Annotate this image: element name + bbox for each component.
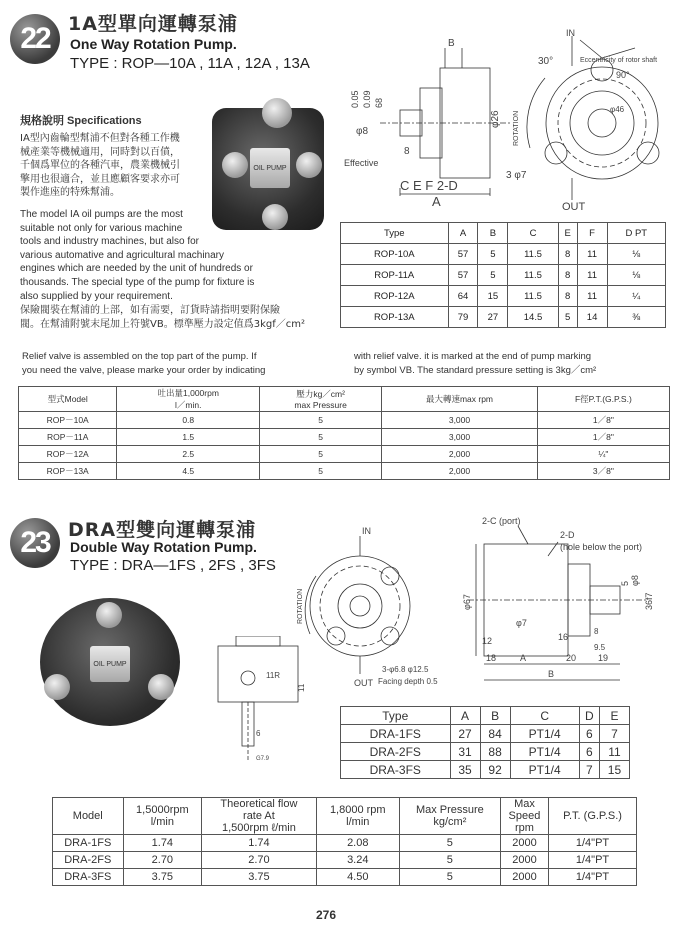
header-cell: B [478, 223, 508, 244]
text-line: 閥。在幫浦附號末尾加上符號VB。標準壓力設定值爲3kgf／cm² [20, 318, 305, 330]
bolt-pcd [558, 79, 646, 167]
table-cell: ⅜ [607, 307, 665, 328]
bolt-hole [545, 142, 567, 164]
section-23-type: TYPE : DRA—1FS , 2FS , 3FS [70, 557, 276, 574]
front-shaft [350, 596, 370, 616]
text-line: 擎用也很適合，並且應顧客要求亦可 [20, 173, 180, 185]
header-cell [53, 798, 124, 835]
pump-photo-23 [40, 598, 180, 726]
header-cell [202, 798, 317, 835]
table-cell: 2000 [500, 852, 548, 869]
front-outline [546, 67, 658, 179]
header-line: rpm [514, 822, 534, 834]
text-line: The model IA oil pumps are the most [20, 209, 183, 220]
table-cell: ¼" [537, 446, 669, 463]
table-cell: 1/4"PT [549, 869, 637, 886]
table-cell: 14.5 [508, 307, 558, 328]
table-cell: 15 [478, 286, 508, 307]
bolt [222, 152, 248, 178]
table-cell: 31 [450, 743, 480, 761]
header-cell: Type [341, 707, 451, 725]
relief-zh [20, 304, 340, 331]
drawing-23-section [448, 514, 670, 689]
text-line: thousands. The special type of the pump for fixture is [20, 276, 255, 288]
table-cell: 5 [558, 307, 577, 328]
label-95: 9.5 [594, 643, 606, 652]
table-cell: DRA-2FS [53, 852, 124, 869]
bolt [44, 674, 70, 700]
nameplate-text: OIL PUMP [253, 164, 287, 172]
table-cell: 84 [480, 725, 510, 743]
front-inner [338, 584, 382, 628]
header-line: Theoretical flow [220, 798, 298, 810]
table-cell: 5 [260, 412, 382, 429]
nameplate-text: OIL PUMP [93, 660, 127, 668]
table-cell: 57 [448, 265, 478, 286]
table-cell: 2,000 [382, 446, 538, 463]
table-cell: 5 [260, 463, 382, 480]
section-number: 22 [20, 22, 50, 55]
label-68: 68 [374, 97, 384, 108]
table-cell: DRA-1FS [341, 725, 451, 743]
header-line: 壓力kg／cm² [296, 389, 345, 399]
table-cell: ROP-10A [341, 244, 449, 265]
header-cell [549, 798, 637, 835]
table-cell: DRA-1FS [53, 835, 124, 852]
header-line: 最大轉速max rpm [425, 394, 494, 404]
label-5: 5 [620, 580, 630, 586]
pump-photo-22 [212, 108, 324, 230]
header-line: 1,5000rpm [136, 804, 189, 816]
table-cell: 11.5 [508, 286, 558, 307]
table-cell: 1.74 [202, 835, 317, 852]
header-cell: E [599, 707, 629, 725]
table-cell: ROP－12A [19, 446, 117, 463]
header-line: 1,8000 rpm [329, 804, 386, 816]
front-outline [310, 556, 410, 656]
bolt-pcd [320, 566, 400, 646]
table-row [341, 743, 630, 761]
label-in: IN [362, 526, 371, 536]
header-cell [316, 798, 399, 835]
section-22-type: TYPE : ROP—10A , 11A , 12A , 13A [70, 55, 310, 72]
label-19: 19 [598, 653, 609, 663]
table-cell: 2.5 [117, 446, 260, 463]
rotation-arrow [527, 78, 545, 148]
section-22-title-zh: 1A型單向運轉泵浦 [68, 13, 238, 35]
table-cell: ROP－11A [19, 429, 117, 446]
label-90deg: 90° [616, 70, 630, 80]
bolt [96, 602, 122, 628]
table-cell: 57 [448, 244, 478, 265]
text-line: various automative and agricultural machinary [20, 249, 224, 261]
table-cell: ROP－10A [19, 412, 117, 429]
table-cell: 3.75 [202, 869, 317, 886]
text-line: 保險閥裝在幫浦的上部，如有需要，訂貨時請指明要附保險 [20, 305, 280, 316]
bolt [262, 204, 288, 230]
table-cell: 11 [577, 286, 607, 307]
label-in: IN [566, 28, 575, 38]
table-row [19, 463, 670, 480]
text-line: tools and industry machines, but also for [20, 236, 199, 248]
header-cell [19, 387, 117, 412]
label-005: 0.05 [350, 90, 360, 108]
header-cell [117, 387, 260, 412]
table-cell: 79 [448, 307, 478, 328]
table-cell: 1／8" [537, 429, 669, 446]
header-line: max Pressure [294, 400, 347, 410]
header-cell [500, 798, 548, 835]
header-line: l/min [346, 816, 370, 828]
header-line: P.T. (G.P.S.) [563, 810, 622, 822]
header-cell [382, 387, 538, 412]
header-line: 吐出量1,000rpm [157, 388, 219, 398]
table-cell: 8 [558, 244, 577, 265]
table-cell: 27 [450, 725, 480, 743]
text-line: with relief valve. it is marked at the end of pump marking [354, 351, 592, 362]
spec-table-23 [52, 797, 637, 886]
table-row [341, 307, 666, 328]
intro-zh [20, 132, 210, 200]
table-cell: PT1/4 [510, 761, 579, 779]
label-out: OUT [354, 678, 373, 688]
label-009: 0.09 [362, 90, 372, 108]
bolt-hole [637, 142, 659, 164]
label-18: 18 [486, 653, 497, 663]
header-line: Speed [508, 810, 541, 822]
table-cell: 4.5 [117, 463, 260, 480]
header-cell: Type [341, 223, 449, 244]
label-rotation: ROTATION [297, 588, 304, 624]
text-line: you need the valve, please marke your order by indicating [22, 364, 266, 376]
table-cell: 1／8" [537, 412, 669, 429]
table-cell: 3,000 [382, 429, 538, 446]
text-line: also supplied by your requirement. [20, 290, 173, 302]
bolt [262, 98, 292, 128]
spec-table-22 [18, 386, 670, 480]
table-cell: 1.5 [117, 429, 260, 446]
label-effective: Effective [344, 158, 379, 168]
section-22-badge [10, 14, 60, 64]
label-8: 8 [594, 627, 599, 636]
label-phi8: φ8 [356, 126, 369, 137]
table-cell: 3.75 [123, 869, 202, 886]
table-row [53, 852, 637, 869]
label-eccentricity: Eccentricity of rotor shaft [580, 57, 658, 64]
section-23-title-en: Double Way Rotation Pump. [70, 539, 257, 555]
header-cell: D PT [607, 223, 665, 244]
label-16: 16 [558, 632, 569, 642]
angle-line [580, 40, 602, 58]
relief-en-left [22, 350, 342, 377]
header-cell: A [450, 707, 480, 725]
label-phi8: φ8 [630, 575, 640, 586]
text-line: 製作進座的特殊幫浦。 [20, 187, 120, 199]
table-cell: 11.5 [508, 265, 558, 286]
label-30deg: 30° [538, 56, 554, 67]
header-cell: E [558, 223, 577, 244]
table-cell: 4.50 [316, 869, 399, 886]
table-cell: 5 [399, 869, 500, 886]
table-cell: 0.8 [117, 412, 260, 429]
drawing-23-front [296, 524, 466, 689]
table-cell: 3／8" [537, 463, 669, 480]
header-line: kg/cm² [433, 816, 467, 828]
table-cell: 88 [480, 743, 510, 761]
label-6: 6 [256, 729, 261, 738]
label-B: B [448, 38, 455, 49]
header-line: l／min. [175, 400, 202, 410]
section-23-badge [10, 518, 60, 568]
bolt-hole [381, 567, 399, 585]
header-line: F徑P.T.(G.P.S.) [574, 394, 632, 404]
table-cell: 11 [599, 743, 629, 761]
table-cell: 2.70 [202, 852, 317, 869]
spec-heading: 規格說明 Specifications [20, 115, 142, 127]
label-facing: Facing depth 0.5 [378, 677, 438, 686]
header-cell: B [480, 707, 510, 725]
table-cell: 5 [399, 835, 500, 852]
table-cell: DRA-3FS [341, 761, 451, 779]
bolt-hole [327, 627, 345, 645]
header-cell: C [508, 223, 558, 244]
label-20: 20 [566, 653, 577, 663]
table-cell: ⅛ [607, 265, 665, 286]
label-A: A [432, 194, 441, 209]
label-phi36: 36f7 [644, 592, 654, 610]
table-cell: 1/4"PT [549, 835, 637, 852]
table-cell: 2,000 [382, 463, 538, 480]
nameplate [250, 148, 290, 188]
table-cell: 3,000 [382, 412, 538, 429]
table-row [19, 446, 670, 463]
bolt [148, 674, 174, 700]
table-cell: 64 [448, 286, 478, 307]
table-cell: 6 [579, 725, 599, 743]
table-cell: 14 [577, 307, 607, 328]
header-line: l/min [150, 816, 174, 828]
drawing-22 [340, 28, 670, 218]
table-cell: 5 [399, 852, 500, 869]
table-cell: 15 [599, 761, 629, 779]
side-top [236, 636, 280, 646]
header-line: Max Pressure [415, 804, 484, 816]
text-line: 械產業等機械適用，同時對以百僨， [20, 146, 180, 158]
text-line: IA型內齒輪型幫浦不但對各種工作機 [20, 133, 180, 144]
table-cell: ROP－13A [19, 463, 117, 480]
table-cell: 11.5 [508, 244, 558, 265]
label-A: A [520, 653, 527, 663]
label-G: G7.9 [256, 756, 270, 762]
header-line: Model [72, 810, 103, 822]
table-cell: 2.08 [316, 835, 399, 852]
label-rotation: ROTATION [513, 110, 520, 146]
front-inner [570, 91, 634, 155]
table-cell: 2000 [500, 869, 548, 886]
table-cell: 11 [577, 244, 607, 265]
table-cell: DRA-3FS [53, 869, 124, 886]
bolt-hole [381, 627, 399, 645]
table-cell: 2000 [500, 835, 548, 852]
table-cell: 92 [480, 761, 510, 779]
label-port-c: 2-C (port) [482, 516, 521, 526]
label-holes: 3-φ6.8 φ12.5 [382, 665, 429, 674]
header-line: 1,500rpm ℓ/min [222, 822, 296, 834]
label-out: OUT [562, 201, 586, 213]
header-cell [537, 387, 669, 412]
label-12: 12 [482, 636, 493, 646]
table-cell: 27 [478, 307, 508, 328]
page-number: 276 [316, 908, 337, 922]
label-cef: C E F 2-D [400, 178, 458, 193]
label-phi7: φ7 [516, 618, 527, 628]
bolt [296, 152, 322, 178]
header-line: rate At [243, 810, 275, 822]
label-11: 11 [297, 683, 306, 692]
table-cell: 2.70 [123, 852, 202, 869]
table-cell: PT1/4 [510, 725, 579, 743]
table-cell: ⅛ [607, 244, 665, 265]
table-cell: 5 [478, 265, 508, 286]
table-row [341, 244, 666, 265]
label-11R: 11R [266, 671, 281, 680]
table-cell: ROP-13A [341, 307, 449, 328]
table-cell: ROP-12A [341, 286, 449, 307]
relief-en-right [354, 350, 664, 377]
table-cell: 5 [260, 429, 382, 446]
header-cell [399, 798, 500, 835]
header-cell [260, 387, 382, 412]
header-cell: D [579, 707, 599, 725]
dimension-table-22 [340, 222, 666, 328]
text-line: 千個爲單位的各種汽車，農業機械引 [20, 160, 180, 172]
label-phi67: φ67 [462, 594, 472, 610]
table-cell: 1/4"PT [549, 852, 637, 869]
text-line: by symbol VB. The standard pressure setting is 3kg／cm² [354, 364, 597, 376]
table-cell: ¼ [607, 286, 665, 307]
table-cell: DRA-2FS [341, 743, 451, 761]
table-row [341, 761, 630, 779]
table-cell: 7 [579, 761, 599, 779]
label-phi46: φ46 [610, 105, 625, 114]
label-B: B [548, 669, 555, 679]
text-line: engines which are needed by the unit of hundreds or [20, 263, 253, 275]
table-cell: 7 [599, 725, 629, 743]
section-23-title-zh: DRA型雙向運轉泵浦 [68, 519, 257, 541]
table-cell: PT1/4 [510, 743, 579, 761]
dimension-table-23 [340, 706, 630, 779]
header-cell: A [448, 223, 478, 244]
table-cell: 1.74 [123, 835, 202, 852]
table-row [341, 725, 630, 743]
header-cell: F [577, 223, 607, 244]
label-8: 8 [404, 146, 410, 157]
table-cell: 8 [558, 265, 577, 286]
label-hole-note: (hole below the port) [560, 542, 643, 552]
section-22-title-en: One Way Rotation Pump. [70, 36, 237, 52]
header-cell [123, 798, 202, 835]
label-phi26: φ26 [490, 110, 501, 128]
table-row [19, 412, 670, 429]
section-number: 23 [20, 526, 50, 559]
table-cell: 8 [558, 286, 577, 307]
table-row [53, 835, 637, 852]
label-port-d: 2-D [560, 530, 575, 540]
header-cell: C [510, 707, 579, 725]
nameplate [90, 646, 130, 682]
table-row [341, 265, 666, 286]
table-cell: 5 [478, 244, 508, 265]
text-line: Relief valve is assembled on the top part of the pump. If [22, 351, 257, 362]
table-cell: 3.24 [316, 852, 399, 869]
table-cell: 35 [450, 761, 480, 779]
port-circle [241, 671, 255, 685]
table-row [53, 869, 637, 886]
side-body [218, 646, 298, 702]
table-row [19, 429, 670, 446]
text-line: suitable not only for various machine [20, 222, 183, 234]
table-cell: 5 [260, 446, 382, 463]
table-cell: 6 [579, 743, 599, 761]
leader [518, 526, 528, 544]
table-row [341, 286, 666, 307]
label-3phi7: 3 φ7 [506, 170, 527, 181]
header-line: 型式Model [47, 394, 88, 404]
header-line: Max [514, 798, 535, 810]
table-cell: ROP-11A [341, 265, 449, 286]
table-cell: 11 [577, 265, 607, 286]
